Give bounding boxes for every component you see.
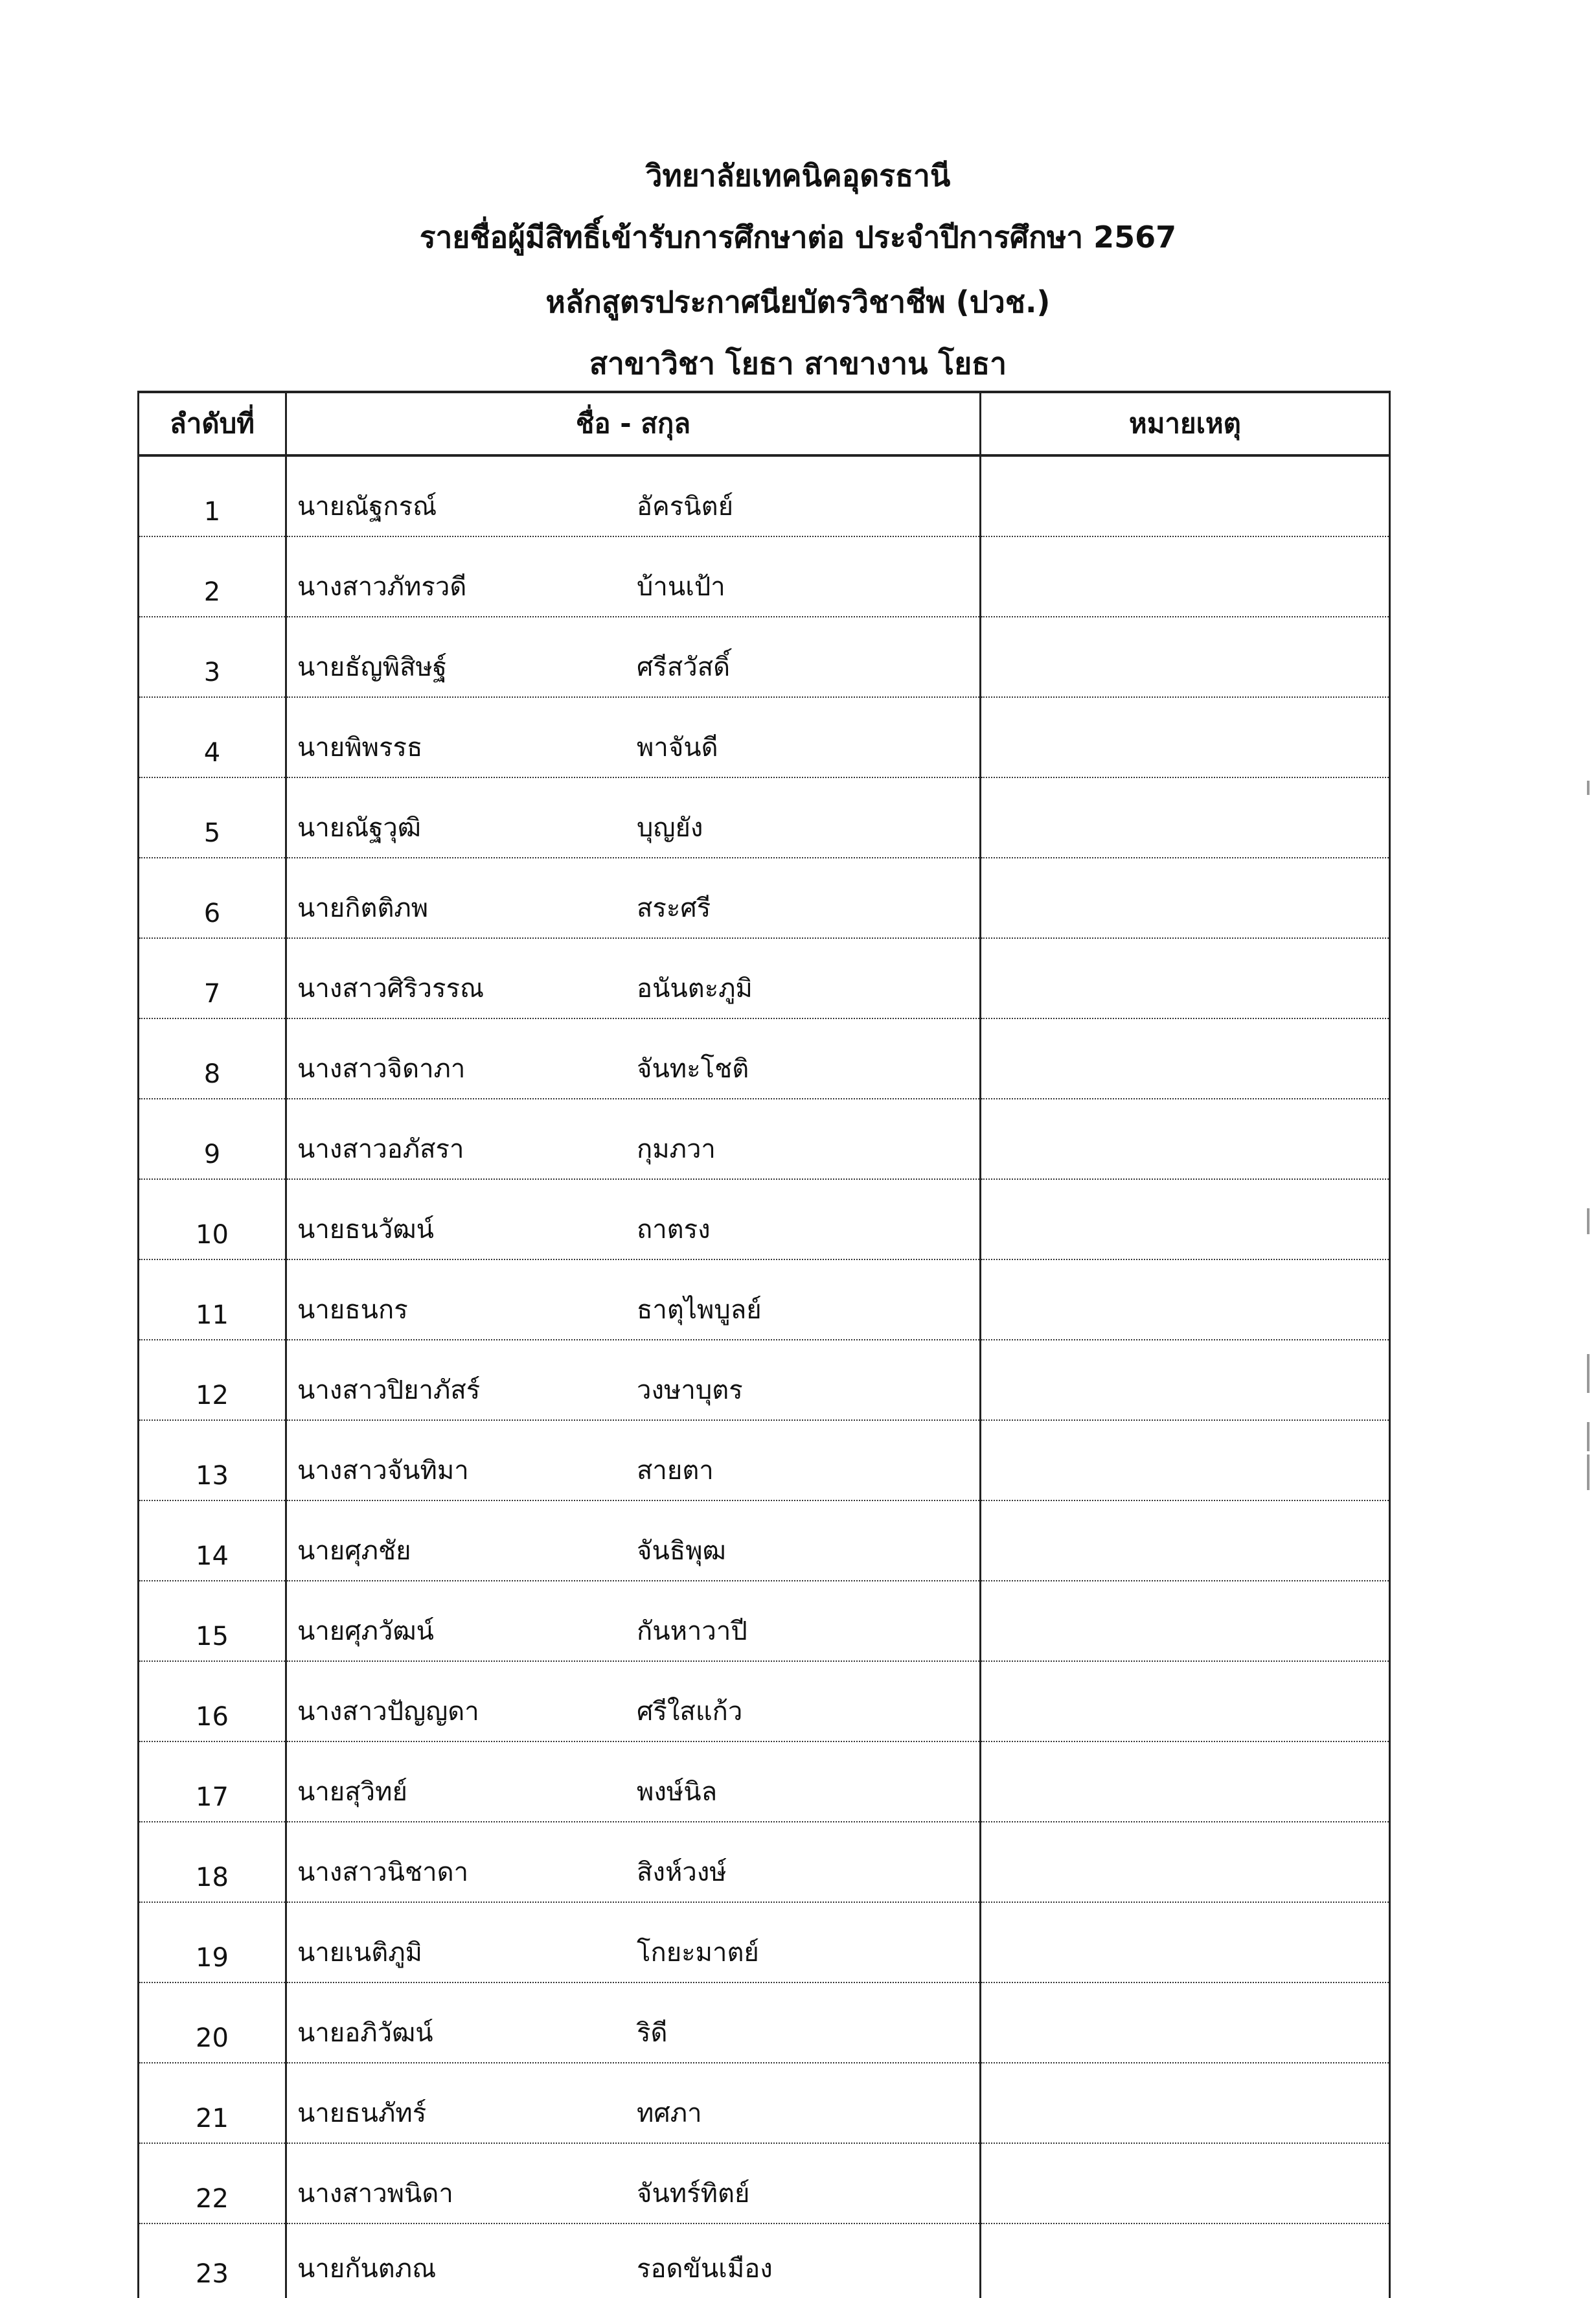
note-cell	[981, 1340, 1390, 1420]
student-name-cell	[286, 1099, 981, 1179]
last-name: อนันตะภูมิ	[637, 974, 753, 1004]
table-row	[139, 536, 1390, 617]
table-row	[139, 777, 1390, 858]
row-number: 12	[139, 1340, 286, 1420]
last-name: จันธิพุฒ	[637, 1536, 726, 1566]
note-cell	[981, 617, 1390, 697]
student-name-cell	[286, 1741, 981, 1822]
header-number: ลำดับที่	[139, 392, 286, 455]
student-name-cell	[286, 2143, 981, 2223]
note-cell	[981, 2223, 1390, 2298]
note-cell	[981, 1420, 1390, 1500]
note-cell	[981, 2063, 1390, 2143]
student-name-cell	[286, 1902, 981, 1982]
first-name: นายพิพรรธ	[297, 733, 423, 763]
last-name: สายตา	[637, 1456, 714, 1486]
row-number: 20	[139, 1982, 286, 2063]
student-name-cell	[286, 455, 981, 536]
last-name: บุญยัง	[637, 813, 703, 843]
table-row	[139, 1179, 1390, 1259]
table-row	[139, 455, 1390, 536]
last-name: สระศรี	[637, 893, 711, 923]
last-name: รอดขันเมือง	[637, 2254, 773, 2284]
scan-edge-mark	[1587, 1422, 1590, 1451]
table-row	[139, 1259, 1390, 1340]
header-note: หมายเหตุ	[981, 392, 1390, 455]
table-row	[139, 1420, 1390, 1500]
table-row	[139, 1661, 1390, 1741]
first-name: นางสาวภัทรวดี	[297, 572, 467, 602]
student-name-cell	[286, 617, 981, 697]
last-name: กุมภวา	[637, 1134, 716, 1164]
first-name: นายธนวัฒน์	[297, 1215, 434, 1245]
first-name: นางสาวศิริวรรณ	[297, 974, 484, 1004]
last-name: พงษ์นิล	[637, 1777, 718, 1807]
note-cell	[981, 536, 1390, 617]
row-number: 15	[139, 1581, 286, 1661]
first-name: นางสาวพนิดา	[297, 2179, 453, 2209]
first-name: นายกิตติภพ	[297, 893, 429, 923]
row-number: 6	[139, 858, 286, 938]
first-name: นายธนกร	[297, 1295, 408, 1325]
student-name-cell	[286, 777, 981, 858]
row-number: 2	[139, 536, 286, 617]
table-row	[139, 1581, 1390, 1661]
student-name-cell	[286, 1259, 981, 1340]
table-row	[139, 858, 1390, 938]
scan-edge-mark	[1587, 1208, 1590, 1234]
table-row	[139, 697, 1390, 777]
row-number: 13	[139, 1420, 286, 1500]
program-title: หลักสูตรประกาศนียบัตรวิชาชีพ (ปวช.)	[545, 284, 1051, 319]
table-row	[139, 1340, 1390, 1420]
student-name-cell	[286, 1982, 981, 2063]
first-name: นางสาวจันทิมา	[297, 1456, 469, 1486]
college-name: วิทยาลัยเทคนิคอุดรธานี	[645, 158, 951, 193]
student-name-cell	[286, 2063, 981, 2143]
student-name-cell	[286, 536, 981, 617]
row-number: 5	[139, 777, 286, 858]
row-number: 11	[139, 1259, 286, 1340]
student-name-cell	[286, 858, 981, 938]
first-name: นายณัฐกรณ์	[297, 492, 437, 522]
row-number: 22	[139, 2143, 286, 2223]
first-name: นายณัฐวุฒิ	[297, 813, 422, 843]
scan-edge-mark	[1587, 1354, 1590, 1393]
note-cell	[981, 1099, 1390, 1179]
first-name: นายศุภวัฒน์	[297, 1616, 434, 1646]
table-row	[139, 2063, 1390, 2143]
table-row	[139, 617, 1390, 697]
row-number: 23	[139, 2223, 286, 2298]
row-number: 8	[139, 1018, 286, 1099]
student-name-cell	[286, 1018, 981, 1099]
note-cell	[981, 697, 1390, 777]
note-cell	[981, 1179, 1390, 1259]
department-title: สาขาวิชา โยธา สาขางาน โยธา	[589, 346, 1007, 381]
table-row	[139, 1018, 1390, 1099]
note-cell	[981, 1500, 1390, 1581]
last-name: ศรีใสแก้ว	[637, 1697, 743, 1727]
first-name: นายศุภชัย	[297, 1536, 411, 1566]
last-name: สิงห์วงษ์	[637, 1857, 727, 1887]
last-name: บ้านเป้า	[637, 572, 725, 602]
first-name: นางสาวปัญญดา	[297, 1697, 479, 1727]
student-name-cell	[286, 1179, 981, 1259]
note-cell	[981, 858, 1390, 938]
last-name: จันทะโชติ	[637, 1054, 749, 1084]
last-name: ทศภา	[637, 2098, 702, 2128]
row-number: 3	[139, 617, 286, 697]
first-name: นายสุวิทย์	[297, 1777, 407, 1807]
table-row	[139, 1500, 1390, 1581]
table-row	[139, 938, 1390, 1018]
row-number: 7	[139, 938, 286, 1018]
note-cell	[981, 455, 1390, 536]
student-name-cell	[286, 1500, 981, 1581]
table-row	[139, 1822, 1390, 1902]
table-header-row	[139, 392, 1390, 455]
first-name: นายธนภัทร์	[297, 2098, 427, 2128]
note-cell	[981, 1581, 1390, 1661]
row-number: 4	[139, 697, 286, 777]
last-name: โกยะมาตย์	[637, 1938, 759, 1968]
row-number: 21	[139, 2063, 286, 2143]
student-name-cell	[286, 1420, 981, 1500]
last-name: ศรีสวัสดิ์	[637, 652, 731, 682]
table-row	[139, 1982, 1390, 2063]
last-name: จันทร์ทิตย์	[637, 2179, 750, 2209]
row-number: 10	[139, 1179, 286, 1259]
last-name: ถาตรง	[637, 1215, 711, 1245]
last-name: อัครนิตย์	[637, 492, 734, 522]
student-name-cell	[286, 2223, 981, 2298]
first-name: นางสาวปิยาภัสร์	[297, 1375, 481, 1405]
student-name-cell	[286, 938, 981, 1018]
student-name-cell	[286, 1822, 981, 1902]
first-name: นายกันตภณ	[297, 2254, 437, 2284]
last-name: วงษาบุตร	[637, 1375, 743, 1405]
roster-body	[139, 455, 1390, 2298]
note-cell	[981, 1259, 1390, 1340]
student-roster-table	[137, 391, 1391, 2298]
row-number: 19	[139, 1902, 286, 1982]
table-row	[139, 1099, 1390, 1179]
last-name: กันหาวาปี	[637, 1616, 747, 1646]
student-name-cell	[286, 1581, 981, 1661]
last-name: ริดี	[637, 2018, 668, 2048]
note-cell	[981, 1661, 1390, 1741]
first-name: นางสาวอภัสรา	[297, 1134, 464, 1164]
last-name: ธาตุไพบูลย์	[637, 1295, 762, 1325]
note-cell	[981, 777, 1390, 858]
first-name: นายธัญพิสิษฐ์	[297, 652, 447, 682]
note-cell	[981, 1982, 1390, 2063]
note-cell	[981, 1902, 1390, 1982]
note-cell	[981, 1018, 1390, 1099]
first-name: นายเนติภูมิ	[297, 1938, 422, 1968]
row-number: 17	[139, 1741, 286, 1822]
row-number: 18	[139, 1822, 286, 1902]
note-cell	[981, 1741, 1390, 1822]
first-name: นายอภิวัฒน์	[297, 2018, 433, 2048]
row-number: 14	[139, 1500, 286, 1581]
first-name: นางสาวนิชาดา	[297, 1857, 469, 1887]
scan-edge-mark	[1587, 781, 1590, 795]
note-cell	[981, 2143, 1390, 2223]
scan-edge-mark	[1587, 1454, 1590, 1490]
row-number: 9	[139, 1099, 286, 1179]
document-title: รายชื่อผู้มีสิทธิ์เข้ารับการศึกษาต่อ ประจำปีการศึกษา 2567	[419, 220, 1177, 255]
note-cell	[981, 1822, 1390, 1902]
table-row	[139, 1741, 1390, 1822]
header-name: ชื่อ - สกุล	[286, 392, 981, 455]
student-name-cell	[286, 1340, 981, 1420]
first-name: นางสาวจิดาภา	[297, 1054, 466, 1084]
table-row	[139, 1902, 1390, 1982]
note-cell	[981, 938, 1390, 1018]
table-row	[139, 2223, 1390, 2298]
row-number: 1	[139, 455, 286, 536]
table-row	[139, 2143, 1390, 2223]
student-name-cell	[286, 697, 981, 777]
row-number: 16	[139, 1661, 286, 1741]
student-name-cell	[286, 1661, 981, 1741]
last-name: พาจันดี	[637, 733, 718, 763]
